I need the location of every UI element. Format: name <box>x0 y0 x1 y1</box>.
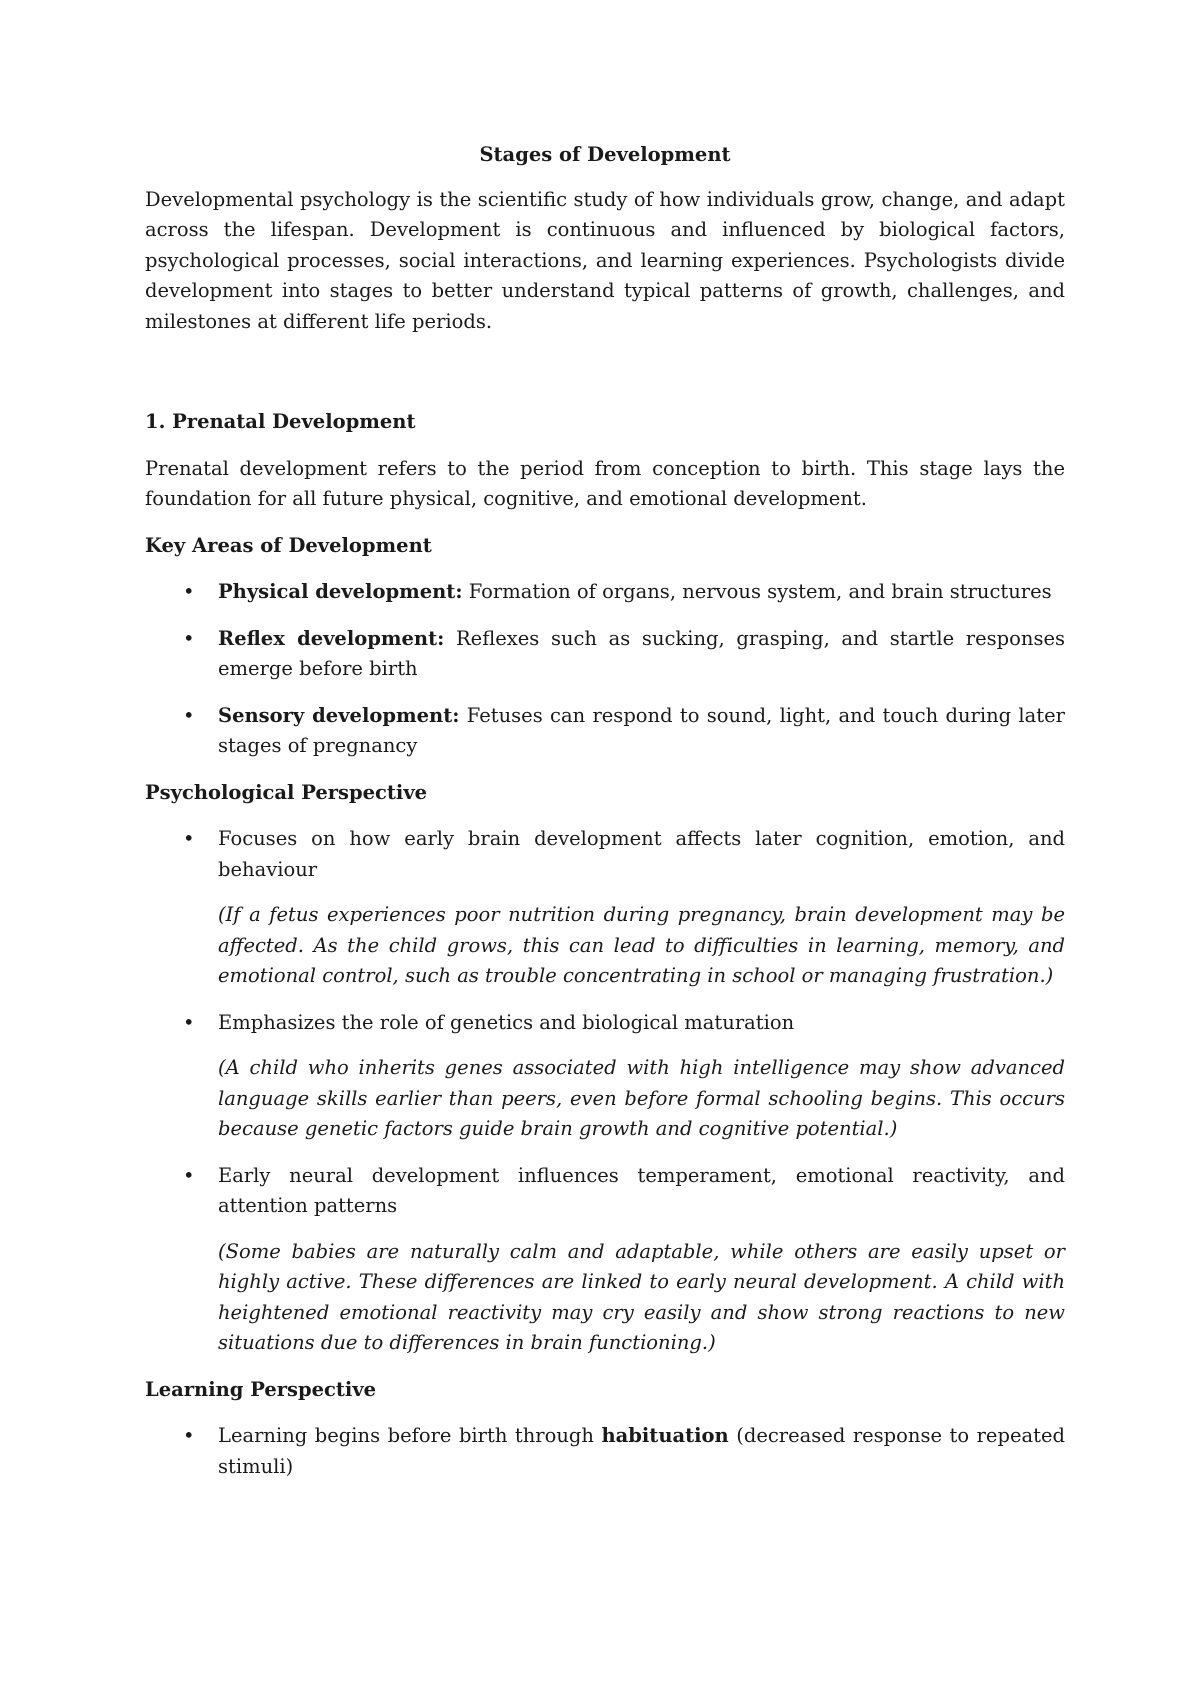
bullet-icon: • <box>183 1424 195 1447</box>
list-item <box>145 1421 1065 1482</box>
bullet-icon: • <box>183 827 195 850</box>
list-item <box>145 624 1065 685</box>
example-text: (A child who inherits genes associated with high intelligence may show advanced language skills earlier than peers, even before formal schooling begins. This occurs because genetic factors guide brain growth and cognitive potential.) <box>218 1056 1065 1140</box>
list-item-text: Reflexes such as sucking, grasping, and startle responses emerge before birth <box>218 626 1065 680</box>
bullet-icon: • <box>183 1163 195 1187</box>
psychological-list <box>145 824 1065 1359</box>
list-item-bold-term: habituation <box>601 1424 729 1447</box>
example-text: (Some babies are naturally calm and adaptable, while others are easily upset or highly active. These differences are linked to early neural development. A child with heightened emotional reactivity may cry easily and show strong reactions to new situations due to differences in brain functioning.) <box>218 1239 1065 1354</box>
document-page <box>145 140 1065 1498</box>
list-item-text: Learning begins before birth through <box>218 1424 602 1447</box>
list-item-text: Emphasizes the role of genetics and biological maturation <box>218 1010 795 1034</box>
list-item-text: Formation of organs, nervous system, and brain structures <box>462 580 1052 603</box>
bullet-icon: • <box>183 580 195 603</box>
intro-paragraph: Developmental psychology is the scientific study of how individuals grow, change, and adapt across the lifespan. Development is continuous and influenced by biological factors, psychological processes, social interactions, and learning experiences. Psychologists divide development into stages to better understand typical patterns of growth, challenges, and milestones at different life periods. <box>145 187 1065 333</box>
bullet-icon: • <box>183 1010 195 1034</box>
key-areas-list <box>145 577 1065 762</box>
prenatal-paragraph: Prenatal development refers to the period from conception to birth. This stage lays the foundation for all future physical, cognitive, and emotional development. <box>145 456 1065 510</box>
list-item <box>145 577 1065 608</box>
section-heading-prenatal: 1. Prenatal Development <box>145 410 416 433</box>
list-item-text: (decreased response to repeated stimuli) <box>218 1424 1065 1478</box>
document-title: Stages of Development <box>479 143 731 166</box>
list-item-label: Sensory development: <box>218 703 460 727</box>
list-item <box>145 701 1065 762</box>
psychological-perspective-heading: Psychological Perspective <box>145 780 428 804</box>
list-item-label: Physical development: <box>218 580 463 603</box>
example-text: (If a fetus experiences poor nutrition during pregnancy, brain development may be affected. As the child grows, this can lead to difficulties in learning, memory, and emotional control, such as trouble concentrating in school or managing frustration.) <box>218 903 1065 987</box>
list-item <box>145 824 1065 992</box>
bullet-icon: • <box>183 703 195 727</box>
key-areas-heading: Key Areas of Development <box>145 533 432 557</box>
list-item-label: Reflex development: <box>218 626 445 650</box>
list-item-text: Focuses on how early brain development affects later cognition, emotion, and behaviour <box>218 827 1065 881</box>
list-item-text: Early neural development influences temperament, emotional reactivity, and attention patterns <box>218 1163 1065 1217</box>
list-item <box>145 1161 1065 1359</box>
list-item <box>145 1008 1065 1145</box>
list-item-text: Fetuses can respond to sound, light, and touch during later stages of pregnancy <box>218 703 1065 757</box>
bullet-icon: • <box>183 626 195 650</box>
learning-perspective-heading: Learning Perspective <box>145 1377 377 1401</box>
learning-list <box>145 1421 1065 1482</box>
